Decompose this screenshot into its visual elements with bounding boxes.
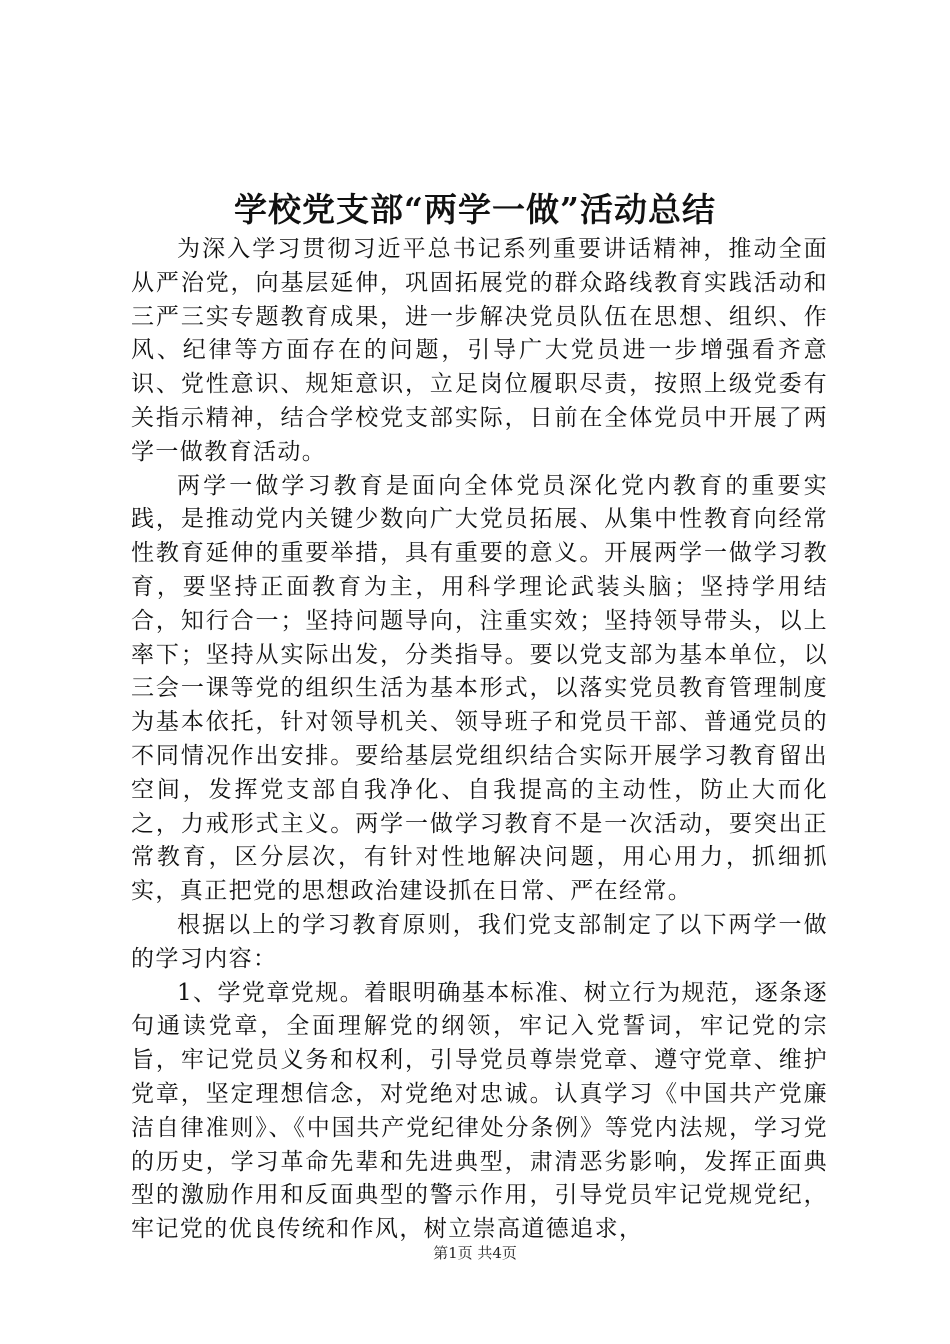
paragraph: 两学一做学习教育是面向全体党员深化党内教育的重要实践，是推动党内关键少数向广大党员拓展、从集中性教育向经常性教育延伸的重要举措，具有重要的意义。开展两学一做学习教育，要坚持正面教育为主，用科学理论武装头脑；坚持学用结合，知行合一；坚持问题导向，注重实效；坚持领导带头，以上率下；坚持从实际出发，分类指导。要以党支部为基本单位，以三会一课等党的组织生活为基本形式，以落实党员教育管理制度为基本依托，针对领导机关、领导班子和党员干部、普通党员的不同情况作出安排。要给基层党组织结合实际开展学习教育留出空间，发挥党支部自我净化、自我提高的主动性，防止大而化之，力戒形式主义。两学一做学习教育不是一次活动，要突出正常教育，区分层次，有针对性地解决问题，用心用力，抓细抓实，真正把党的思想政治建设抓在日常、严在经常。 xyxy=(131,472,828,905)
document-title: 学校党支部“两学一做”活动总结 xyxy=(234,190,716,229)
document-body xyxy=(131,233,828,1247)
paragraph: 1、学党章党规。着眼明确基本标准、树立行为规范，逐条逐句通读党章，全面理解党的纲领，牢记入党誓词，牢记党的宗旨，牢记党员义务和权利，引导党员尊崇党章、遵守党章、维护党章，坚定理想信念，对党绝对忠诚。认真学习《中国共产党廉洁自律准则》、《中国共产党纪律处分条例》等党内法规，学习党的历史，学习革命先辈和先进典型，肃清恶劣影响，发挥正面典型的激励作用和反面典型的警示作用，引导党员牢记党规党纪，牢记党的优良传统和作风，树立崇高道德追求， xyxy=(131,979,828,1243)
paragraph: 为深入学习贯彻习近平总书记系列重要讲话精神，推动全面从严治党，向基层延伸，巩固拓展党的群众路线教育实践活动和三严三实专题教育成果，进一步解决党员队伍在思想、组织、作风、纪律等方面存在的问题，引导广大党员进一步增强看齐意识、党性意识、规矩意识，立足岗位履职尽责，按照上级党委有关指示精神，结合学校党支部实际，日前在全体党员中开展了两学一做教育活动。 xyxy=(131,236,828,465)
page-footer: 第1页 共4页 xyxy=(433,1244,517,1262)
paragraph: 根据以上的学习教育原则，我们党支部制定了以下两学一做的学习内容： xyxy=(131,911,828,972)
